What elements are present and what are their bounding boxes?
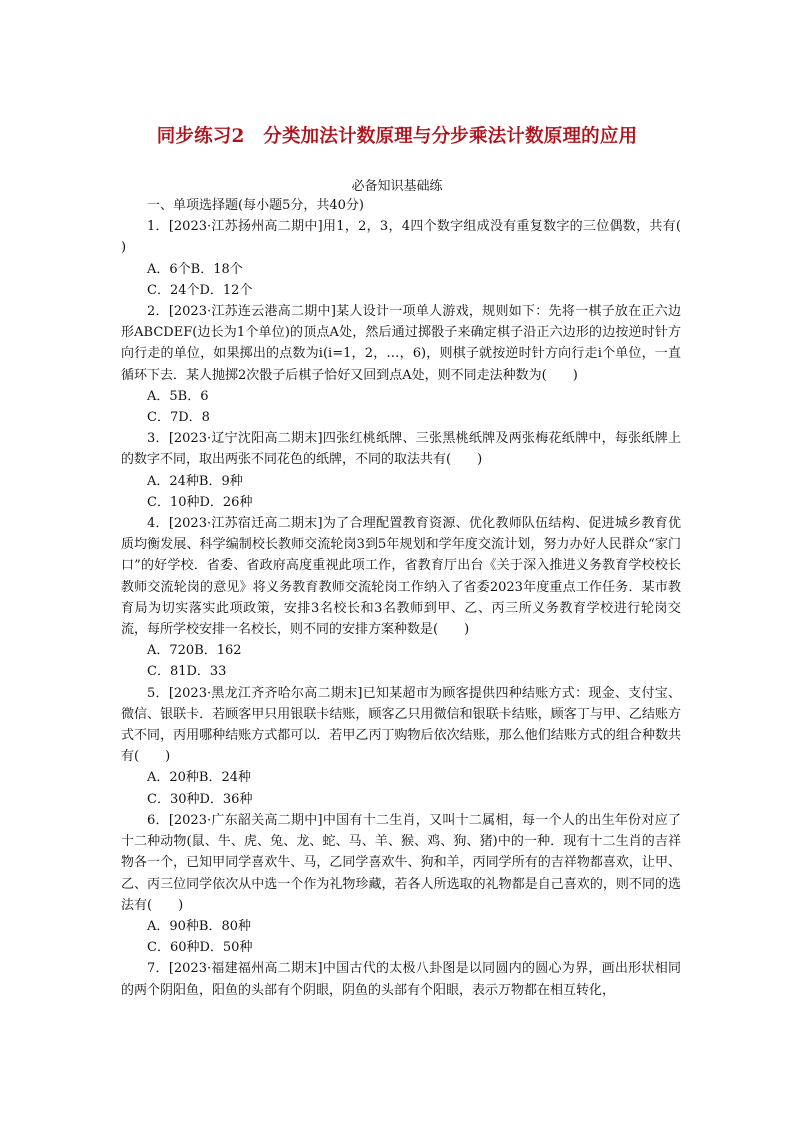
question-option-line: C．24个D．12个 (147, 282, 253, 298)
question-stem: 2．[2023·江苏连云港高二期中]某人设计一项单人游戏，规则如下：先将一棋子放在正六边形ABCDEF(边长为1个单位)的顶点A处，然后通过掷骰子来确定棋子沿正六边形的边按逆时针方向行走的单位，如果掷出的点数为i(i=1，2，…，6)，则棋子就按逆时针方向行走i个单位，一直循环下去．某人抛掷2次骰子后棋子恰好又回到点A处，则不同走法种数为( ) (121, 304, 681, 383)
question-option-line: C．60种D．50种 (147, 940, 253, 956)
question-4 (121, 513, 681, 683)
section-title: 必备知识基础练 (351, 179, 443, 194)
page-title: 同步练习2 分类加法计数原理与分步乘法计数原理的应用 (156, 126, 638, 147)
question-5 (121, 683, 681, 810)
question-1 (121, 216, 708, 301)
part-heading: 一、单项选择题(每小题5分，共40分) (147, 198, 364, 213)
question-3 (121, 428, 681, 513)
document-body (121, 195, 708, 1001)
question-option-line: C．10种D．26种 (147, 494, 253, 510)
question-option-line: A．6个B．18个 (147, 261, 243, 277)
question-option-line: C．81D．33 (147, 664, 227, 680)
question-stem: 7．[2023·福建福州高二期末]中国古代的太极八卦图是以同圆内的圆心为界，画出形状相同的两个阴阳鱼，阳鱼的头部有个阴眼，阴鱼的头部有个阳眼，表示万物都在相互转化， (121, 961, 681, 998)
question-option-line: C．7D．8 (147, 410, 210, 426)
question-stem: 3．[2023·辽宁沈阳高二期末]四张红桃纸牌、三张黑桃纸牌及两张梅花纸牌中，每张纸牌上的数字不同，取出两张不同花色的纸牌，不同的取法共有( ) (121, 431, 681, 468)
question-option-line: A．5B．6 (147, 388, 209, 404)
question-6 (121, 810, 681, 958)
question-stem: 5．[2023·黑龙江齐齐哈尔高二期末]已知某超市为顾客提供四种结账方式：现金、支付宝、微信、银联卡．若顾客甲只用银联卡结账，顾客乙只用微信和银联卡结账，顾客丁与甲、乙结账方式不同，丙用哪种结账方式都可以．若甲乙丙丁购物后依次结账，那么他们结账方式的组合种数共有( ) (121, 685, 681, 765)
question-stem: 4．[2023·江苏宿迁高二期末]为了合理配置教育资源、优化教师队伍结构、促进城乡教育优质均衡发展、科学编制校长教师交流轮岗3到5年规划和学年度交流计划，努力办好人民群众“家门口”的好学校．省委、省政府高度重视此项工作，省教育厅出台《关于深入推进义务教育学校校长教师交流轮岗的意见》将义务教育教师交流轮岗工作纳入了省委2023年度重点工作任务．某市教育局为切实落实此项政策，安排3名校长和3名教师到甲、乙、丙三所义务教育学校进行轮岗交流，每所学校安排一名校长，则不同的安排方案种数是( ) (121, 516, 681, 638)
question-stem: 6．[2023·广东韶关高二期中]中国有十二生肖，又叫十二属相，每一个人的出生年份对应了十二种动物(鼠、牛、虎、兔、龙、蛇、马、羊、猴、鸡、狗、猪)中的一种．现有十二生肖的吉祥物各一个，已知甲同学喜欢牛、马，乙同学喜欢牛、狗和羊，丙同学所有的吉祥物都喜欢，让甲、乙、丙三位同学依次从中选一个作为礼物珍藏，若各人所选取的礼物都是自己喜欢的，则不同的选法有( ) (121, 812, 681, 913)
question-stem: 1．[2023·江苏扬州高二期中]用1，2，3，4四个数字组成没有重复数字的三位偶数，共有( ) (121, 219, 708, 256)
question-option-line: A．24种B．9种 (147, 473, 243, 489)
question-option-line: A．90种B．80种 (147, 918, 252, 934)
question-option-line: A．720B．162 (147, 643, 242, 659)
question-option-line: C．30种D．36种 (147, 791, 253, 807)
question-2 (121, 301, 681, 428)
question-option-line: A．20种B．24种 (147, 770, 252, 786)
question-7 (121, 958, 681, 1000)
